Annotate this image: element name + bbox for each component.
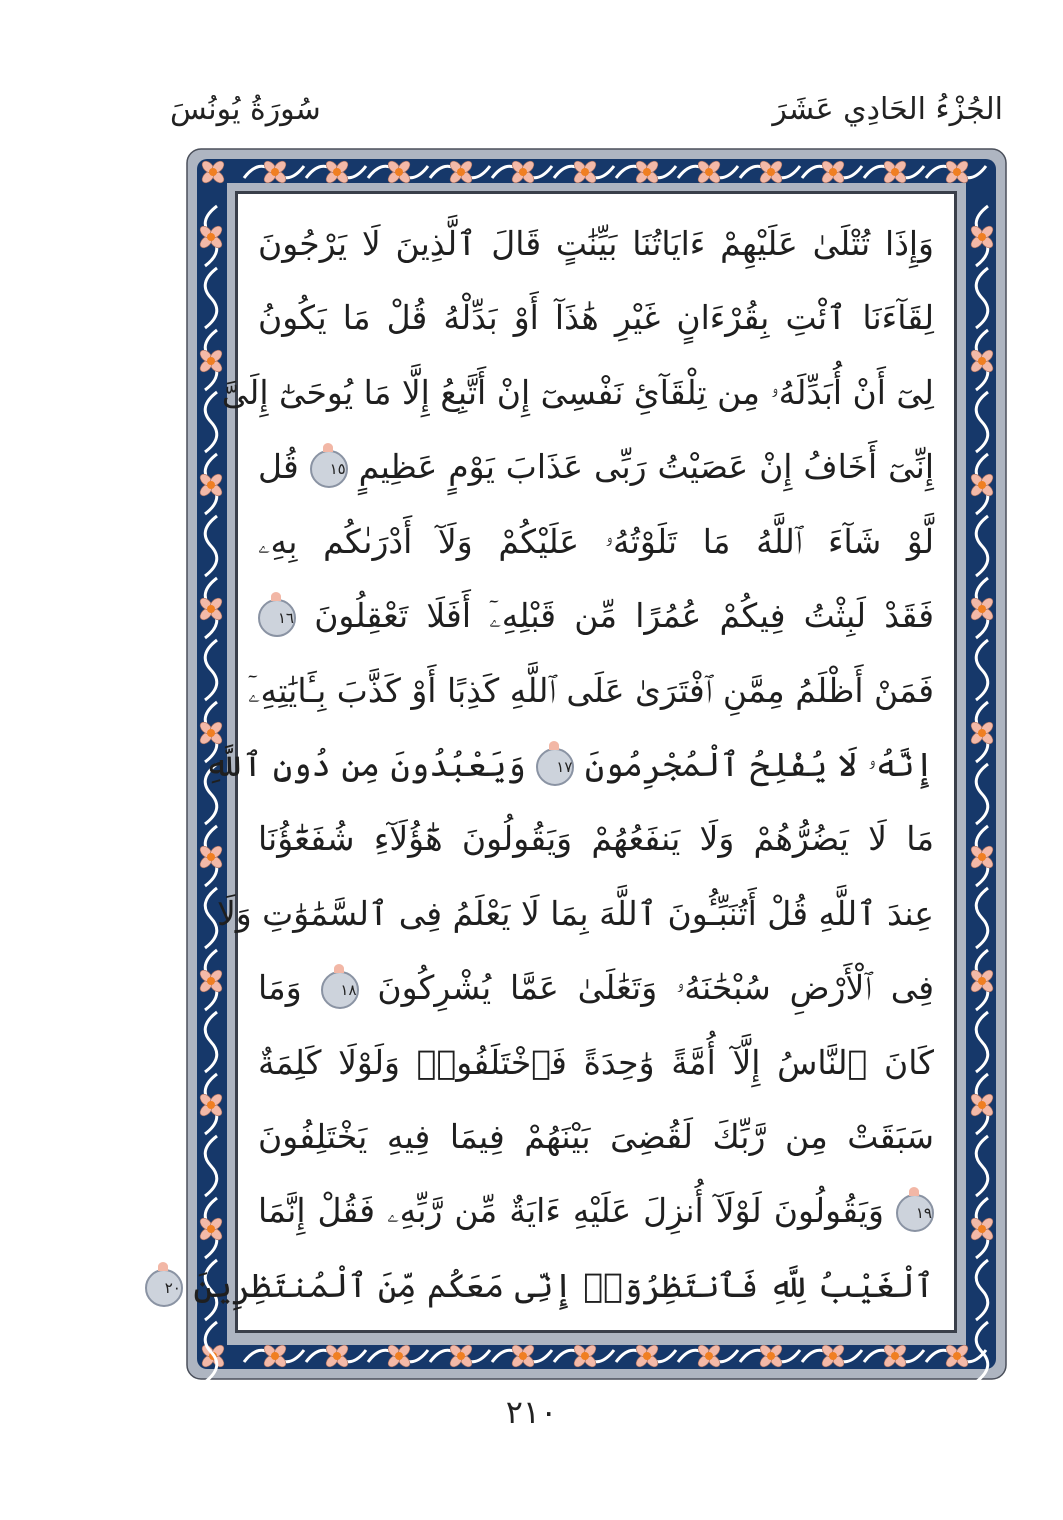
- verse-line: [258, 208, 934, 280]
- text-panel: [164, 191, 957, 1333]
- verse-text: فَقَدْ لَبِثْتُ فِيكُمْ عُمُرًا مِّن قَبْلِهِۦٓ أَفَلَا تَعْقِلُونَ: [314, 596, 934, 636]
- verse-number-marker: ٢٠: [145, 1269, 183, 1307]
- verse-text: إِنِّىٓ أَخَافُ إِنْ عَصَيْتُ رَبِّى عَذَابَ يَوْمٍ عَظِيمٍ: [358, 447, 934, 487]
- verse-line: [258, 431, 934, 503]
- verse-line: [164, 1250, 934, 1322]
- verse-line: [216, 878, 934, 950]
- verse-number-marker: ١٨: [321, 971, 359, 1009]
- verse-line: [221, 357, 934, 429]
- verse-line: [258, 1175, 934, 1247]
- verse-text: كَانَ ٱلنَّاسُ إِلَّآ أُمَّةً وَٰحِدَةً فَٱخْتَلَفُوا۟ وَلَوْلَا كَلِمَةٌ: [258, 1042, 934, 1082]
- verse-text-continued: قُل: [258, 447, 299, 487]
- verse-line: [258, 580, 934, 652]
- ornamental-frame: [164, 145, 1010, 1383]
- verse-number-marker: ١٦: [258, 599, 296, 637]
- verse-number-marker: ١٧: [536, 748, 574, 786]
- verse-text: لِىٓ أَنْ أُبَدِّلَهُۥ مِن تِلْقَآئِ نَفْسِىٓ إِنْ أَتَّبِعُ إِلَّا مَا يُوحَىٰٓ إِلَىَّ: [221, 372, 934, 412]
- verse-line: [258, 282, 934, 354]
- verse-text-continued: وَمَا: [258, 968, 302, 1008]
- verse-number-marker: ١٥: [310, 450, 348, 488]
- verse-text: مَا لَا يَضُرُّهُمْ وَلَا يَنفَعُهُمْ وَيَقُولُونَ هَٰٓؤُلَآءِ شُفَعَٰٓؤُنَا: [258, 819, 934, 859]
- verse-line: [258, 506, 934, 578]
- verse-text: إِنَّهُۥ لَا يُفْلِحُ ٱلْمُجْرِمُونَ: [584, 744, 934, 784]
- verse-line: [258, 1101, 934, 1173]
- verse-text: فِى ٱلْأَرْضِ سُبْحَٰنَهُۥ وَتَعَٰلَىٰ عَمَّا يُشْرِكُونَ: [377, 968, 934, 1008]
- page-number: ٢١٠: [505, 1393, 558, 1431]
- verse-line: [258, 1027, 934, 1099]
- verse-lines: [164, 208, 934, 1322]
- verse-text: سَبَقَتْ مِن رَّبِّكَ لَقُضِىَ بَيْنَهُمْ فِيمَا فِيهِ يَخْتَلِفُونَ: [258, 1117, 934, 1157]
- verse-text: وَإِذَا تُتْلَىٰ عَلَيْهِمْ ءَايَاتُنَا بَيِّنَٰتٍ قَالَ ٱلَّذِينَ لَا يَرْجُونَ: [258, 224, 934, 263]
- verse-text: فَمَنْ أَظْلَمُ مِمَّنِ ٱفْتَرَىٰ عَلَى ٱللَّهِ كَذِبًا أَوْ كَذَّبَ بِـَٔايَٰتِهِۦٓ: [247, 670, 934, 710]
- verse-text: عِندَ ٱللَّهِ قُلْ أَتُنَبِّـُٔونَ ٱللَّهَ بِمَا لَا يَعْلَمُ فِى ٱلسَّمَٰوَٰتِ وَلَا: [216, 893, 934, 933]
- verse-text: لَّوْ شَآءَ ٱللَّهُ مَا تَلَوْتُهُۥ عَلَيْكُمْ وَلَآ أَدْرَىٰكُم بِهِۦ: [258, 521, 934, 561]
- verse-line: [247, 655, 934, 727]
- verse-line: [258, 803, 934, 875]
- verse-line: [258, 952, 934, 1024]
- verse-text-continued: وَيَعْبُدُونَ مِن دُونِ ٱللَّهِ: [204, 744, 526, 784]
- verse-text: لِقَآءَنَا ٱئْتِ بِقُرْءَانٍ غَيْرِ هَٰذَآ أَوْ بَدِّلْهُ قُلْ مَا يَكُونُ: [258, 298, 934, 338]
- verse-text: وَيَقُولُونَ لَوْلَآ أُنزِلَ عَلَيْهِ ءَايَةٌ مِّن رَّبِّهِۦ فَقُلْ إِنَّمَا: [258, 1191, 884, 1231]
- verse-text: ٱلْغَيْبُ لِلَّهِ فَٱنتَظِرُوٓا۟ إِنِّى مَعَكُم مِّنَ ٱلْمُنتَظِرِينَ: [193, 1265, 934, 1305]
- verse-line: [204, 729, 934, 801]
- surah-title: سُورَةُ يُونُسَ: [170, 92, 321, 127]
- verse-number-marker: ١٩: [896, 1194, 934, 1232]
- juz-title: الجُزْءُ الحَادِي عَشَرَ: [772, 92, 1003, 127]
